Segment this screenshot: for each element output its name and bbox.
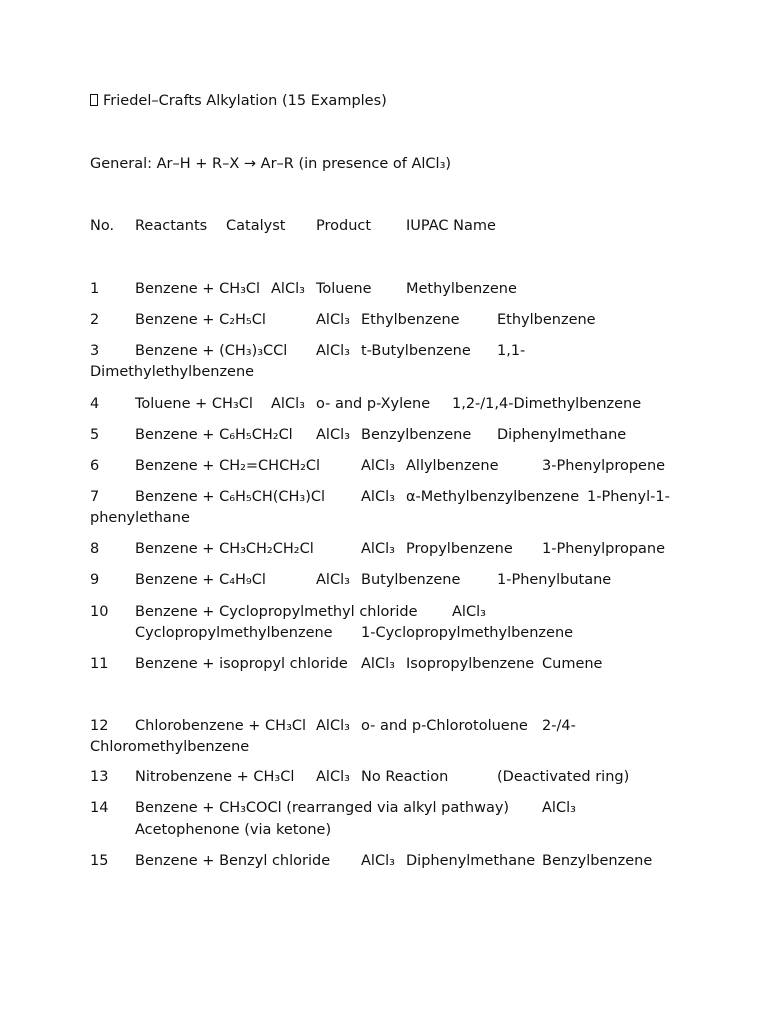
row-number: 14: [90, 800, 109, 816]
row-product: Butylbenzene: [361, 572, 461, 588]
row-iupac: Diphenylmethane: [497, 427, 627, 443]
row-catalyst: AlCl₃: [361, 853, 395, 869]
row-number: 5: [90, 427, 100, 443]
row-number: 4: [90, 396, 100, 412]
row-iupac: Ethylbenzene: [497, 312, 596, 328]
row-iupac-continued: Dimethylethylbenzene: [90, 364, 255, 380]
row-number: 13: [90, 769, 109, 785]
row-catalyst: AlCl₃: [316, 718, 350, 734]
row-catalyst: AlCl₃: [452, 604, 486, 620]
row-number: 12: [90, 718, 109, 734]
row-iupac-continued: Chloromethylbenzene: [90, 739, 250, 755]
row-product: Propylbenzene: [406, 541, 513, 557]
row-catalyst: AlCl₃: [316, 769, 350, 785]
row-number: 3: [90, 343, 100, 359]
row-reactants: Benzene + isopropyl chloride: [135, 656, 348, 672]
row-iupac: Methylbenzene: [406, 281, 517, 297]
row-reactants: Chlorobenzene + CH₃Cl: [135, 718, 307, 734]
row-iupac: 1-Phenylbutane: [497, 572, 612, 588]
row-iupac: 1-Cyclopropylmethylbenzene: [361, 625, 574, 641]
row-product: Acetophenone (via ketone): [135, 822, 332, 838]
row-reactants: Benzene + C₄H₉Cl: [135, 572, 266, 588]
row-catalyst: AlCl₃: [316, 572, 350, 588]
row-reactants: Benzene + CH₃CH₂CH₂Cl: [135, 541, 314, 557]
missing-glyph-icon: [90, 94, 98, 106]
row-iupac: 1,2-/1,4-Dimethylbenzene: [452, 396, 642, 412]
row-product: Isopropylbenzene: [406, 656, 535, 672]
document-title-line: [90, 91, 387, 111]
row-number: 2: [90, 312, 100, 328]
row-product: Benzylbenzene: [361, 427, 472, 443]
header-no: No.: [90, 218, 115, 234]
row-number: 9: [90, 572, 100, 588]
row-number: 1: [90, 281, 100, 297]
row-reactants: Benzene + Cyclopropylmethyl chloride: [135, 604, 418, 620]
row-iupac: 1-Phenyl-1-: [587, 489, 670, 505]
row-iupac: Cumene: [542, 656, 603, 672]
row-reactants: Benzene + CH₂=CHCH₂Cl: [135, 458, 321, 474]
row-product: Diphenylmethane: [406, 853, 536, 869]
row-catalyst: AlCl₃: [271, 281, 305, 297]
row-reactants: Benzene + CH₃COCl (rearranged via alkyl pathway): [135, 800, 510, 816]
row-reactants: Benzene + Benzyl chloride: [135, 853, 331, 869]
row-number: 11: [90, 656, 109, 672]
header-reactants: Reactants: [135, 218, 208, 234]
row-reactants: Toluene + CH₃Cl: [135, 396, 253, 412]
row-reactants: Benzene + C₂H₅Cl: [135, 312, 266, 328]
row-number: 10: [90, 604, 109, 620]
row-number: 7: [90, 489, 100, 505]
row-iupac: 2-/4-: [542, 718, 576, 734]
row-catalyst: AlCl₃: [316, 343, 350, 359]
row-number: 8: [90, 541, 100, 557]
row-catalyst: AlCl₃: [271, 396, 305, 412]
header-catalyst: Catalyst: [226, 218, 286, 234]
row-product: Allylbenzene: [406, 458, 499, 474]
row-product: o- and p-Chlorotoluene: [361, 718, 528, 734]
row-product: t-Butylbenzene: [361, 343, 471, 359]
row-reactants: Nitrobenzene + CH₃Cl: [135, 769, 295, 785]
row-number: 6: [90, 458, 100, 474]
row-catalyst: AlCl₃: [316, 312, 350, 328]
row-product: α-Methylbenzylbenzene: [406, 489, 580, 505]
header-iupac: IUPAC Name: [406, 218, 496, 234]
general-equation: General: Ar–H + R–X → Ar–R (in presence of AlCl₃): [90, 156, 452, 172]
row-iupac-continued: phenylethane: [90, 510, 190, 526]
row-reactants: Benzene + C₆H₅CH(CH₃)Cl: [135, 489, 326, 505]
row-product: Toluene: [316, 281, 372, 297]
row-reactants: Benzene + C₆H₅CH₂Cl: [135, 427, 293, 443]
row-reactants: Benzene + CH₃Cl: [135, 281, 261, 297]
row-iupac: 1-Phenylpropane: [542, 541, 666, 557]
row-iupac: (Deactivated ring): [497, 769, 630, 785]
row-iupac: Benzylbenzene: [542, 853, 653, 869]
row-catalyst: AlCl₃: [361, 656, 395, 672]
header-product: Product: [316, 218, 372, 234]
row-iupac: 1,1-: [497, 343, 526, 359]
row-catalyst: AlCl₃: [361, 541, 395, 557]
row-catalyst: AlCl₃: [316, 427, 350, 443]
row-reactants: Benzene + (CH₃)₃CCl: [135, 343, 288, 359]
row-product: No Reaction: [361, 769, 449, 785]
document-title: Friedel–Crafts Alkylation (15 Examples): [103, 93, 387, 109]
row-product: o- and p-Xylene: [316, 396, 431, 412]
row-number: 15: [90, 853, 109, 869]
row-catalyst: AlCl₃: [542, 800, 576, 816]
row-catalyst: AlCl₃: [361, 458, 395, 474]
row-product: Cyclopropylmethylbenzene: [135, 625, 333, 641]
row-catalyst: AlCl₃: [361, 489, 395, 505]
row-product: Ethylbenzene: [361, 312, 460, 328]
row-iupac: 3-Phenylpropene: [542, 458, 666, 474]
